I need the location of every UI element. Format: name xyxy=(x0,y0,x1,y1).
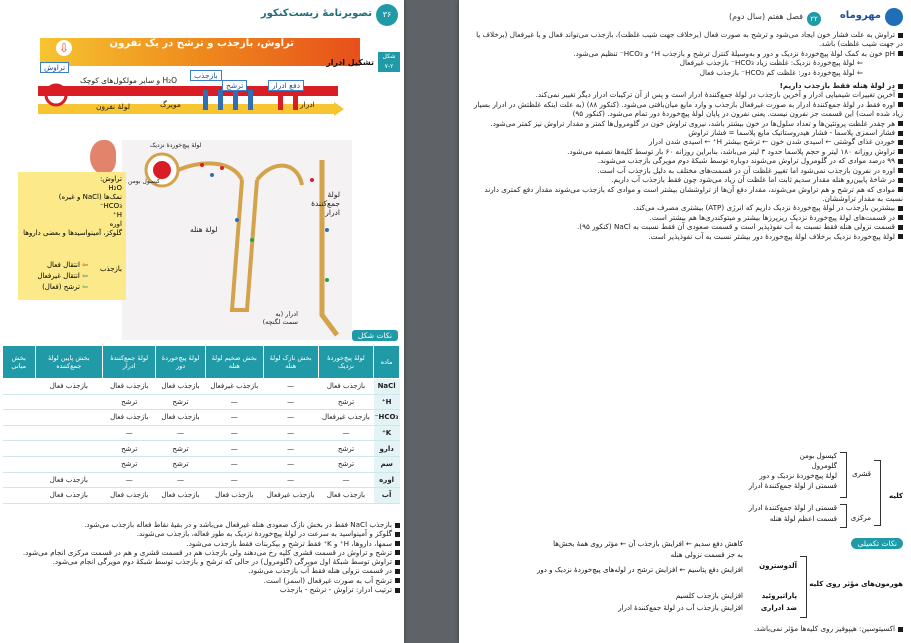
table-cell: ترشح xyxy=(156,441,206,457)
table-cell xyxy=(3,472,36,488)
table-row xyxy=(3,488,400,504)
table-cell: بازجذب فعال xyxy=(156,488,206,504)
top-box-label: لولهٔ پیچ‌خوردهٔ نزدیک xyxy=(150,142,202,149)
table-cell: بازجذب فعال xyxy=(35,472,103,488)
table-cell: — xyxy=(103,472,156,488)
hormone-item: کاهش دفع سدیم ← افزایش بازجذب آن ← مؤثر روی همهٔ بخش‌ها xyxy=(553,540,743,548)
table-cell-substance: HCO₃⁻ xyxy=(374,410,400,426)
kidney-tree-medulla: مرکزی xyxy=(850,514,871,522)
table-cell xyxy=(3,441,36,457)
table-row xyxy=(3,456,400,472)
hormone-item: افزایش دفع پتاسیم ← افزایش ترشح در لوله‌های پیچ‌خوردهٔ نزدیک و دور xyxy=(536,566,743,574)
table-cell xyxy=(35,425,103,441)
table-cell: ترشح xyxy=(318,441,374,457)
table-cell: — xyxy=(263,379,318,395)
hormone-item: به جز قسمت نزولی هنله xyxy=(670,551,743,559)
bullet-list xyxy=(4,520,400,594)
table-cell: ترشح xyxy=(318,394,374,410)
list-item: سمها، داروها، H⁺ و K⁺ فقط ترشح و بیکربنات فقط بازجذب می‌شود. xyxy=(4,539,400,548)
table-cell: — xyxy=(318,472,374,488)
table-cell: ترشح xyxy=(103,456,156,472)
table-row xyxy=(3,441,400,457)
list-item: ترتیب ادرار: تراوش - ترشح - بازجذب xyxy=(4,585,400,594)
table-cell-substance: H⁺ xyxy=(374,394,400,410)
table-cell xyxy=(3,488,36,504)
paragraph: لولهٔ پیچ‌خوردهٔ نزدیک برخلاف لولهٔ پیچ‌خوردهٔ دور بیشتر نسبت به آب نفوذپذیر است. xyxy=(471,232,903,241)
table-cell-substance: K⁺ xyxy=(374,425,400,441)
table-cell xyxy=(35,441,103,457)
table-cell: ترشح xyxy=(103,394,156,410)
table-header-row xyxy=(3,346,400,379)
filtrate-item: اوره xyxy=(109,220,122,228)
nephron-figure xyxy=(122,140,352,340)
table-cell: ترشح xyxy=(103,441,156,457)
figure-tag: شکل ۲-۷ xyxy=(378,52,400,72)
paragraph: خوردن غذای گوشتی ← اسیدی شدن خون ← ترشح بیشتر H⁺ ← اسیدی شدن ادرار xyxy=(471,137,903,146)
paragraph: اوره فقط در لولهٔ جمع‌کنندهٔ ادرار به صورت غیرفعال بازجذب و وارد مایع میان‌بافتی می‌شود. (کنکور ۸۸) (به علت اینکه غلظتش در ادرار بسیار زیاد شده است) این قسمت جز نفرون نیست. یعنی نفرون در پایان لولهٔ پیچ‌خوردهٔ دور تمام می‌شود. (کنکور ۹۵) xyxy=(473,99,903,119)
table-cell: — xyxy=(205,472,263,488)
table-cell: — xyxy=(318,425,374,441)
table-cell: بازجذب فعال xyxy=(35,379,103,395)
reabsorption-tag: بازجذب xyxy=(190,70,222,81)
hormone-item: افزایش بازجذب کلسیم xyxy=(675,592,743,600)
brand-name: مهروماه xyxy=(839,10,881,21)
notes-heading: نکات شکل xyxy=(352,330,398,341)
table-cell: ترشح xyxy=(156,456,206,472)
pth-label: پاراتیروئید xyxy=(761,592,797,600)
figure-formation-label: تشکیل ادرار xyxy=(326,58,374,67)
cortex-brace xyxy=(840,452,847,498)
body-text xyxy=(471,30,903,241)
medulla-item: قسمتی از لولهٔ جمع‌کنندهٔ ادرار xyxy=(748,504,837,512)
table-cell: — xyxy=(263,394,318,410)
table-cell xyxy=(3,379,36,395)
table-cell: — xyxy=(205,410,263,426)
paragraph: در لولهٔ هنله فقط بازجذب داریم! xyxy=(471,81,903,90)
paragraph: بیشترین بازجذب در لولهٔ پیچ‌خوردهٔ نزدیک داریم که انرژی (ATP) بیشتری مصرف می‌کند. xyxy=(471,203,903,212)
table-header: بخش میانی xyxy=(3,346,36,379)
table-header: بخش نازک لولهٔ هنله xyxy=(263,346,318,379)
table-cell xyxy=(35,456,103,472)
kidney-tree-brace xyxy=(874,460,881,526)
table-cell: — xyxy=(205,456,263,472)
paragraph: موادی که هم ترشح و هم تراوش می‌شوند، مقدار دفع آن‌ها از تراوششان بیشتر است و موادی که بازجذب می‌شوند مقدار دفع کمتری دارند نسبت به مقدار تراوششان. xyxy=(484,184,903,203)
table-cell-substance: سم xyxy=(374,456,400,472)
kidney-icon xyxy=(90,140,116,174)
legend-item-active: ⇦ انتقال فعال xyxy=(46,261,88,269)
table-cell: بازجذب فعال xyxy=(205,488,263,504)
filtrate-item: نمک‌ها (NaCl و غیره) xyxy=(58,193,122,201)
aldosterone-label: آلدوسترون xyxy=(759,562,797,570)
medulla-item: قسمت اعظم لولهٔ هنله xyxy=(769,515,837,523)
loop-label: لولهٔ هنله xyxy=(190,225,218,234)
filtrate-item: HCO₃⁻ xyxy=(99,202,122,210)
table-cell-substance: اوره xyxy=(374,472,400,488)
page-number-badge: ۳۶ xyxy=(376,4,398,26)
chapter-title: فصل هفتم (سال دوم) xyxy=(728,12,803,21)
last-note: اکسیتوسین: هیپوفیز روی کلیه‌ها مؤثر نمی‌باشد. xyxy=(471,624,903,633)
secretion-tag: ترشح xyxy=(222,80,247,91)
table-cell: — xyxy=(263,441,318,457)
hormone-item: افزایش بازجذب آب در لولهٔ جمع‌کنندهٔ ادرار xyxy=(618,604,743,612)
table-cell xyxy=(3,394,36,410)
table-cell-substance: دارو xyxy=(374,441,400,457)
filtrate-item: H⁺ xyxy=(113,211,122,219)
table-header: بخش پایین لولهٔ جمع‌کننده xyxy=(35,346,103,379)
table-cell xyxy=(35,394,103,410)
table-cell: — xyxy=(103,425,156,441)
table-cell: بازجذب فعال xyxy=(103,410,156,426)
table-cell: ترشح xyxy=(156,394,206,410)
list-item: در قسمت نزولی هنله فقط آب بازجذب می‌شود. xyxy=(4,566,400,575)
list-item: ترشح آب به صورت غیرفعال (اسمز) است. xyxy=(4,576,400,585)
cortex-item: گلومرول xyxy=(811,462,837,470)
paragraph: ⇐ لولهٔ پیچ‌خوردهٔ دور: غلظت کم HCO₃⁻ بازجذب فعال xyxy=(699,67,863,77)
legend-label: بازجذب xyxy=(99,265,122,273)
small-molecules-label: H₂O و سایر مولکول‌های کوچک xyxy=(80,76,178,85)
paragraph: آخرین تغییرات شیمیایی ادرار و آخرین بازجذب در لولهٔ جمع‌کنندهٔ ادرار است و پس از آن ترکیبات ادرار دیگر تغییر نمی‌کند. xyxy=(471,90,903,99)
table-cell: بازجذب فعال xyxy=(156,379,206,395)
table-header: بخش ضخیم لولهٔ هنله xyxy=(205,346,263,379)
figure-title: تراوش، بازجذب و ترشح در یک نفرون xyxy=(109,38,294,49)
paragraph: تراوش روزانه ۱۸۰ لیتر و حجم پلاسما حدود ۳ لیتر می‌باشد، بنابراین روزانه ۶۰ بار توسط کلیه‌ها تصفیه می‌شود. xyxy=(471,147,903,156)
table-cell: بازجذب فعال xyxy=(156,410,206,426)
paragraph: در قسمت‌های لولهٔ پیچ‌خوردهٔ نزدیک ریزپرزها بیشتر و میتوکندری‌ها هم بیشتر است. xyxy=(471,213,903,222)
table-header: لولهٔ پیچ‌خوردهٔ دور xyxy=(156,346,206,379)
filtrate-box xyxy=(18,172,126,258)
paragraph: اوره در نفرون بازجذب نمی‌شود اما تغییر غلظت آن در قسمت‌های مختلف به دلیل بازجذب آب است. xyxy=(471,166,903,175)
table-cell: بازجذب فعال xyxy=(35,488,103,504)
table-cell: — xyxy=(205,441,263,457)
paragraph: pH خون به کمک لولهٔ پیچ‌خوردهٔ نزدیک و دور و به‌وسیلهٔ کنترل ترشح و بازجذب H⁺ و HCO₃⁻ تنظیم می‌شود. xyxy=(471,49,903,58)
table-cell: بازجذب غیرفعال xyxy=(205,379,263,395)
paragraph: ⇐ لولهٔ پیچ‌خوردهٔ نزدیک: غلظت زیاد HCO₃⁻ بازجذب غیرفعال xyxy=(679,58,863,68)
table-row xyxy=(3,425,400,441)
brand-logo xyxy=(885,8,903,26)
urine-label: ادرار xyxy=(300,100,315,109)
table-cell-substance: آب xyxy=(374,488,400,504)
down-arrow-icon: ⇩ xyxy=(56,40,72,56)
paragraph: در شاخهٔ پایین‌رو هنله مقدار سدیم ثابت اما غلظت آن زیاد می‌شود چون فقط بازجذب آب داریم. xyxy=(471,175,903,184)
adh-label: ضد ادراری xyxy=(760,604,797,612)
table-cell xyxy=(35,410,103,426)
to-pelvis-label: ادرار (به سمت لگنچه) xyxy=(262,310,298,326)
table-row xyxy=(3,394,400,410)
nephron-tube-label: لولهٔ نفرون xyxy=(96,102,130,111)
list-item: ترشح و تراوش در قسمت قشری کلیه رخ می‌دهند ولی بازجذب هم در قسمت قشری و هم در قسمت مرکزی انجام می‌شود. xyxy=(4,548,400,557)
left-page xyxy=(0,0,404,643)
table-cell: بازجذب غیرفعال xyxy=(318,410,374,426)
table-cell: — xyxy=(263,425,318,441)
legend xyxy=(18,258,126,300)
table-cell: — xyxy=(263,456,318,472)
paragraph: تراوش به علت فشار خون ایجاد می‌شود و ترشح به صورت فعال (برخلاف جهت شیب غلظت)، بازجذب می‌تواند فعال و یا غیرفعال (برخلاف یا در جهت شیب غلظت) باشد. xyxy=(476,30,903,49)
table-header: لولهٔ پیچ‌خوردهٔ نزدیک xyxy=(318,346,374,379)
hormone-tree-root: هورمون‌های مؤثر روی کلیه xyxy=(809,580,903,588)
table-cell: — xyxy=(156,425,206,441)
cortex-item: لولهٔ پیچ‌خوردهٔ نزدیک و دور xyxy=(759,472,837,480)
transport-table xyxy=(2,345,400,504)
table-cell: بازجذب فعال xyxy=(318,379,374,395)
right-page xyxy=(459,0,911,643)
cortex-item: قسمتی از لولهٔ جمع‌کنندهٔ ادرار xyxy=(748,482,837,490)
table-cell: — xyxy=(156,472,206,488)
filtration-tag: تراوش xyxy=(40,62,69,73)
table-cell: بازجذب فعال xyxy=(318,488,374,504)
table-row xyxy=(3,472,400,488)
table-row xyxy=(3,410,400,426)
paragraph: ۹۹ درصد موادی که در گلومرول تراوش می‌شوند دوباره توسط شبکهٔ دوم مویرگی بازجذب می‌شوند. xyxy=(471,156,903,165)
extra-notes-heading: نکات تکمیلی xyxy=(851,538,903,549)
table-cell-substance: NaCl xyxy=(374,379,400,395)
bowman-label: کپسول بومن xyxy=(128,178,160,185)
list-item: بازجذب NaCl فقط در بخش نازک صعودی هنله غیرفعال می‌باشد و در بقیهٔ نقاط فعاله بازجذب می‌شود. xyxy=(4,520,400,529)
table-header: ماده xyxy=(374,346,400,379)
filtrate-title: تراوش: xyxy=(99,175,122,183)
table-cell: بازجذب فعال xyxy=(103,379,156,395)
urine-out-tag: دفع ادرار xyxy=(268,80,304,91)
paragraph: فشار اسمزی پلاسما - فشار هیدروستاتیک مایع پلاسما = فشار تراوش xyxy=(471,128,903,137)
legend-item-passive: ⇦ انتقال غیرفعال xyxy=(37,272,88,280)
cortex-item: کپسول بومن xyxy=(799,452,837,460)
table-cell xyxy=(3,410,36,426)
table-header: لولهٔ جمع‌کنندهٔ ادرار xyxy=(103,346,156,379)
table-cell: بازجذب غیرفعال xyxy=(263,488,318,504)
kidney-tree-root: کلیه xyxy=(888,492,903,500)
filtrate-item: گلوکز، آمینواسیدها و بعضی داروها xyxy=(23,229,122,237)
table-cell: — xyxy=(263,410,318,426)
list-item: تراوش توسط شبکهٔ اول مویرگی (گلومرول) در حالی که ترشح و بازجذب توسط شبکهٔ دوم مویرگی انجام می‌شود. xyxy=(4,557,400,566)
legend-item-secretion: ⇦ ترشح (فعال) xyxy=(42,283,88,291)
table-cell: بازجذب فعال xyxy=(103,488,156,504)
table-cell: — xyxy=(263,472,318,488)
filtrate-item: H₂O xyxy=(108,184,122,192)
table-cell: — xyxy=(205,425,263,441)
list-item: گلوکز و آمینواسید به سرعت در لولهٔ پیچ‌خوردهٔ نزدیک به طور فعاله، بازجذب می‌شوند. xyxy=(4,529,400,538)
table-cell: ترشح xyxy=(318,456,374,472)
table-cell xyxy=(3,425,36,441)
table-cell: — xyxy=(205,394,263,410)
paragraph: قسمت نزولی هنله فقط نسبت به آب نفوذپذیر است و قسمت صعودی آن فقط نسبت به NaCl (کنکور ۹۵). xyxy=(471,222,903,231)
collecting-duct-label: لولهٔ جمع‌کنندهٔ ادرار xyxy=(311,190,340,217)
table-row xyxy=(3,379,400,395)
running-head: تصویرنامهٔ زیست‌کنکور xyxy=(260,8,372,19)
hormone-brace xyxy=(800,556,807,618)
page-number: ۲۲ xyxy=(807,12,821,26)
table-cell xyxy=(3,456,36,472)
kidney-tree-cortex: قشری xyxy=(852,470,871,478)
paragraph: هر چقدر غلظت پروتئین‌ها و تعداد سلول‌ها در خون بیشتر باشد، نیروی تراوش خون در گلومرول‌ها کمتر و مقدار تراوش نیز کمتر می‌شود. xyxy=(471,119,903,128)
medulla-brace xyxy=(840,504,847,528)
capillary-label: مویرگ xyxy=(160,100,181,109)
